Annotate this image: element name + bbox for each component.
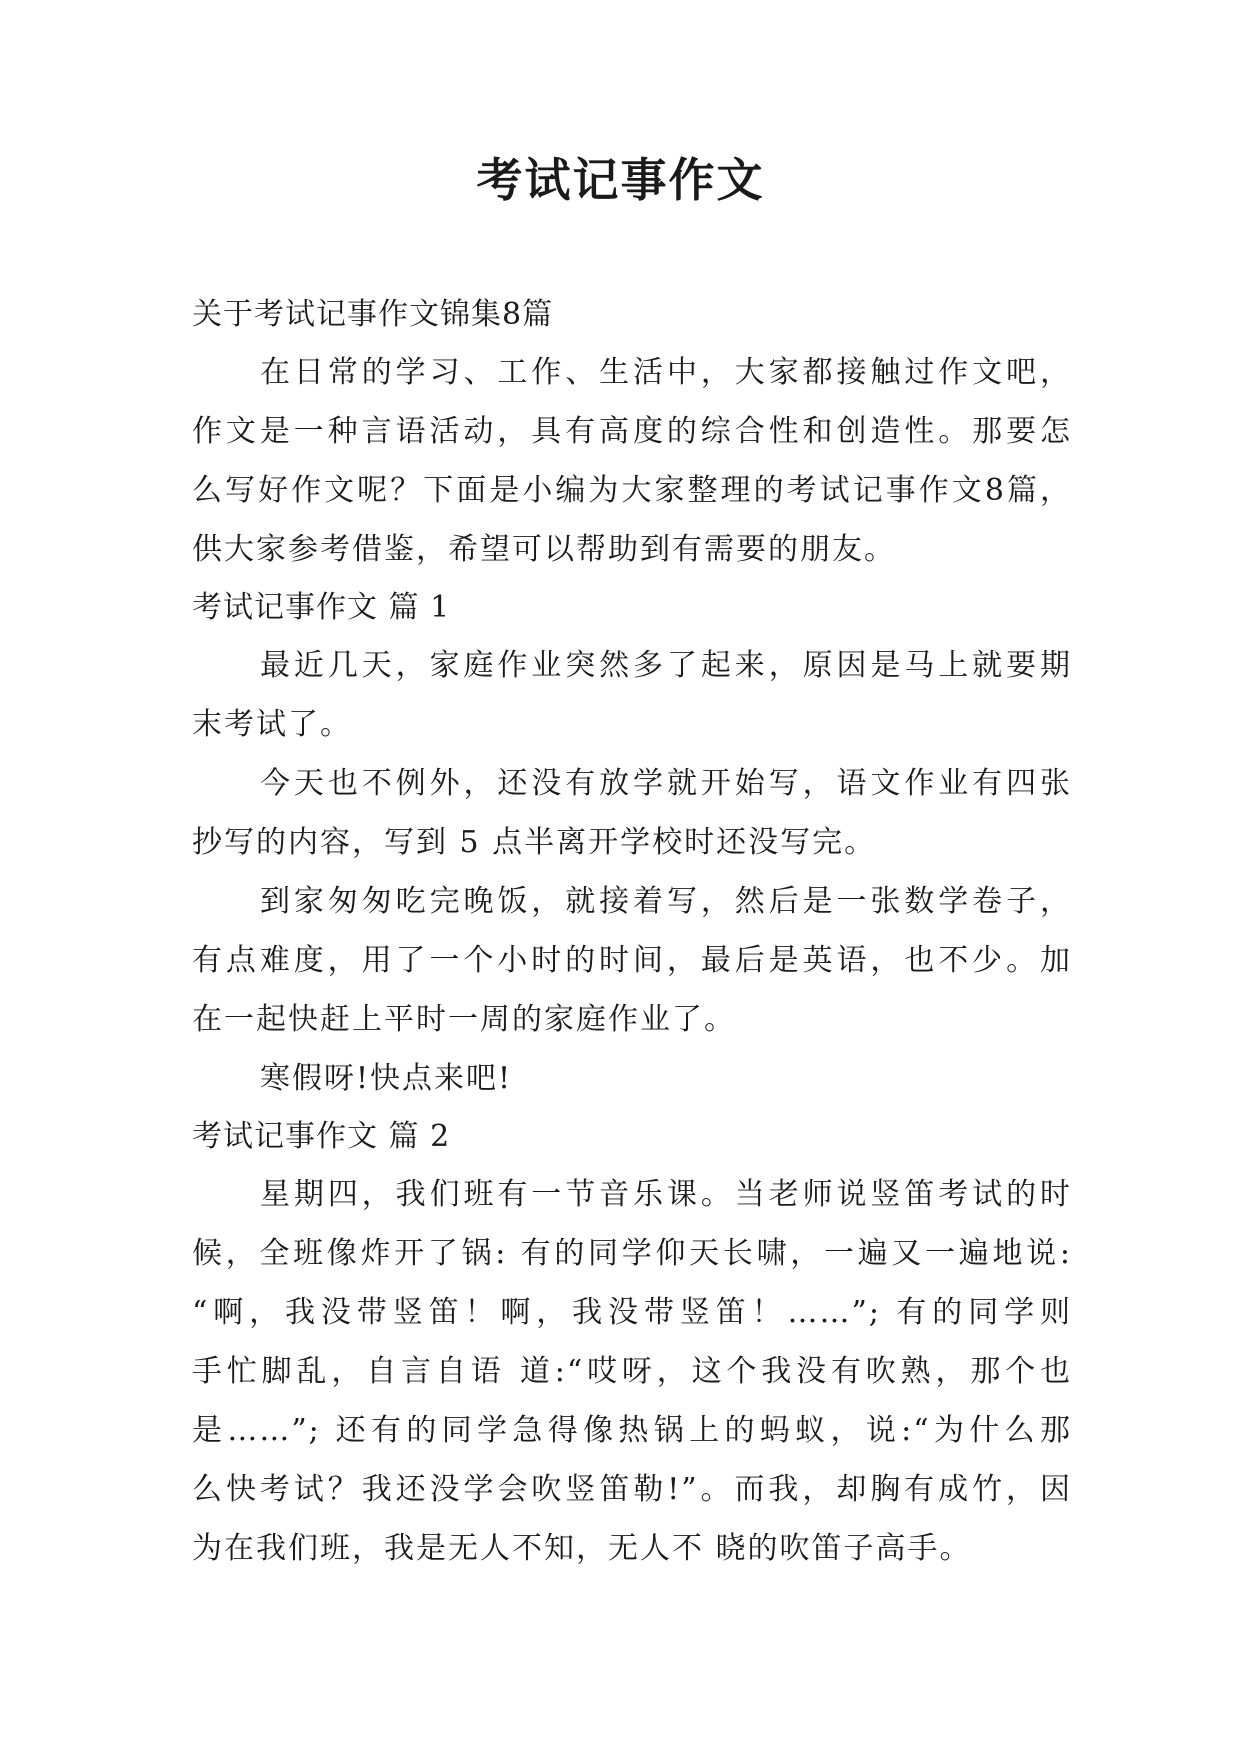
- paragraph-line: 在一起快赶上平时一周的家庭作业了。: [192, 1002, 736, 1037]
- paragraph-line: 到家匆匆吃完晚饭，就接着写，然后是一张数学卷子，: [260, 884, 1072, 919]
- paragraph-line: 今天也不例外，还没有放学就开始写，语文作业有四张: [260, 766, 1072, 801]
- paragraph-line: 寒假呀!快点来吧!: [260, 1061, 513, 1096]
- section-heading: 考试记事作文 篇 2: [192, 1119, 451, 1154]
- paragraph-line: 在日常的学习、工作、生活中，大家都接触过作文吧，: [260, 355, 1072, 390]
- section-heading: 考试记事作文 篇 1: [192, 590, 451, 625]
- paragraph-line: 抄写的内容，写到 5 点半离开学校时还没写完。: [192, 825, 877, 860]
- paragraph: [192, 872, 1072, 1049]
- paragraph-line: 星期四，我们班有一节音乐课。当老师说竖笛考试的时: [260, 1177, 1072, 1212]
- paragraph-line: “啊，我没带竖笛！啊，我没带竖笛！……”; 有的同学则: [192, 1295, 1072, 1330]
- paragraph: [192, 1165, 1072, 1578]
- document-body: [192, 286, 1072, 1578]
- paragraph-line: 候，全班像炸开了锅: 有的同学仰天长啸，一遍又一遍地说:: [192, 1236, 1072, 1271]
- subtitle: 关于考试记事作文锦集8篇: [192, 297, 554, 332]
- page-title: 考试记事作文: [476, 153, 765, 207]
- paragraph-line: 么快考试？我还没学会吹竖笛勒!”。而我，却胸有成竹，因: [192, 1472, 1072, 1507]
- paragraph-line: 作文是一种言语活动，具有高度的综合性和创造性。那要怎: [192, 414, 1072, 449]
- paragraph-line: 最近几天，家庭作业突然多了起来，原因是马上就要期: [260, 648, 1072, 683]
- intro-paragraph: [192, 343, 1072, 579]
- paragraph-line: 手忙脚乱，自言自语 道:“哎呀，这个我没有吹熟，那个也: [192, 1354, 1072, 1389]
- paragraph: [192, 1049, 1072, 1108]
- paragraph: [192, 754, 1072, 872]
- paragraph-line: 有点难度，用了一个小时的时间，最后是英语，也不少。加: [192, 943, 1072, 978]
- paragraph-line: 么写好作文呢？下面是小编为大家整理的考试记事作文8篇，: [192, 473, 1072, 508]
- paragraph: [192, 636, 1072, 754]
- paragraph-line: 是……”; 还有的同学急得像热锅上的蚂蚁，说:“为什么那: [192, 1413, 1072, 1448]
- paragraph-line: 供大家参考借鉴，希望可以帮助到有需要的朋友。: [192, 532, 896, 567]
- paragraph-line: 末考试了。: [192, 707, 352, 742]
- paragraph-line: 为在我们班，我是无人不知，无人不 晓的吹笛子高手。: [192, 1531, 972, 1566]
